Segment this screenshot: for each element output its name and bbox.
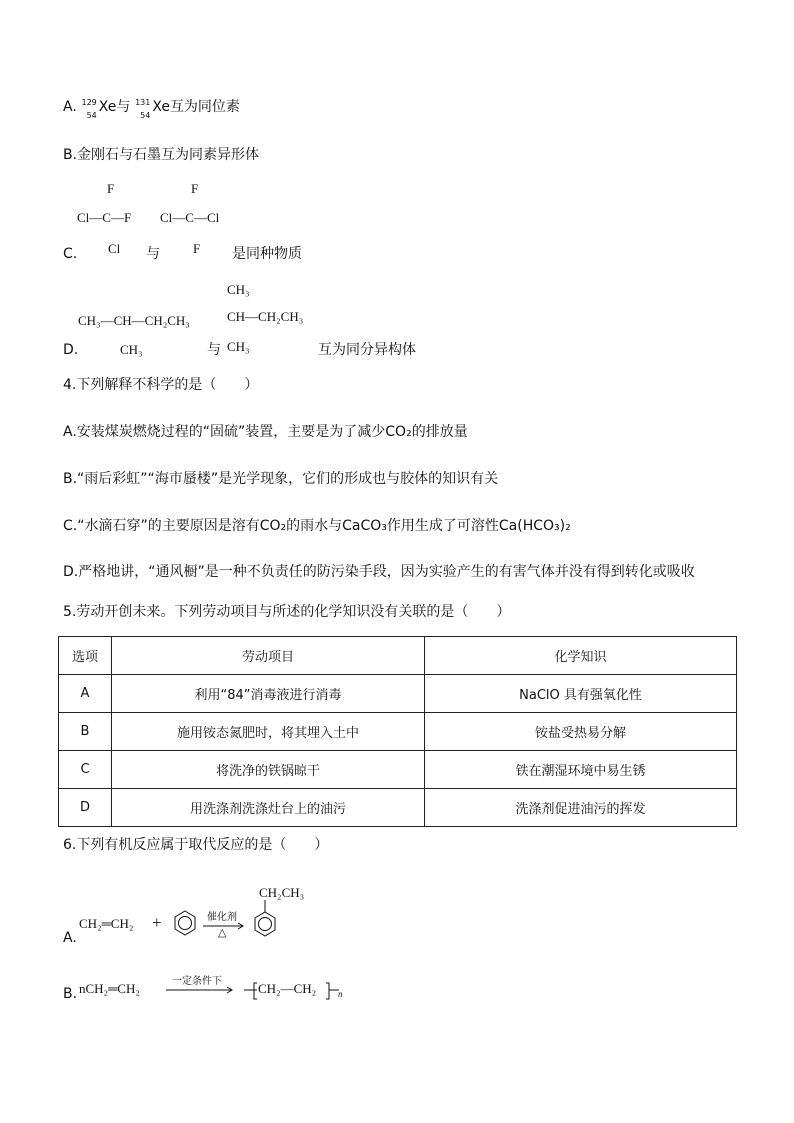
q5-stem: 5.劳动开创未来。下列劳动项目与所述的化学知识没有关联的是（ ） xyxy=(63,604,511,620)
mol1-bottom-atom: Cl xyxy=(108,241,121,256)
option-label: C. xyxy=(63,246,78,262)
header-cell: 劳动项目 xyxy=(112,637,425,675)
ethylbenzene-ring-icon xyxy=(250,900,280,940)
mol1-top-atom: F xyxy=(107,181,115,196)
table-cell: 用洗涤剂洗涤灶台上的油污 xyxy=(112,789,425,827)
table-cell: 施用铵态氮肥时，将其埋入土中 xyxy=(112,713,425,751)
ethyl-substituent: CH₂CH₃ xyxy=(259,885,305,900)
table-cell: NaClO 具有强氧化性 xyxy=(425,675,737,713)
table-header-row xyxy=(59,637,737,675)
mol2-bottom-atom: F xyxy=(193,241,201,256)
element-symbol: Xe xyxy=(152,99,170,115)
table-cell: 铁在潮湿环境中易生锈 xyxy=(425,751,737,789)
q4-option-a: A.安装煤炭燃烧过程的“固硫”装置，主要是为了减少CO₂的排放量 xyxy=(63,424,468,440)
atomic-number: 54 xyxy=(140,111,151,120)
plus-sign: + xyxy=(152,913,162,932)
table-cell: 将洗净的铁锅晾干 xyxy=(112,751,425,789)
q4-option-d: D.严格地讲，“通风橱”是一种不负责任的防污染手段，因为实验产生的有害气体并没有得到转化或吸收 xyxy=(63,564,695,580)
option-label: D. xyxy=(63,342,79,358)
q6-option-b-label: B. xyxy=(63,986,78,1002)
catalyst-label: 催化剂 xyxy=(207,912,237,923)
element-symbol: Xe xyxy=(98,99,117,115)
table-row xyxy=(59,675,737,713)
option-text: 互为同分异构体 xyxy=(318,342,416,358)
mol4-bottom-branch: CH₃ xyxy=(227,339,250,354)
option-text: 互为同位素 xyxy=(169,99,240,115)
q4-option-c: C.“水滴石穿”的主要原因是溶有CO₂的雨水与CaCO₃作用生成了可溶性Ca(HCO₃)₂ xyxy=(63,518,571,534)
atomic-number: 54 xyxy=(86,111,97,120)
mol3-branch: CH₃ xyxy=(120,342,143,357)
q3-option-b: B.金刚石与石墨互为同素异形体 xyxy=(63,147,260,163)
option-label: A. xyxy=(63,99,77,115)
q4-stem: 4.下列解释不科学的是（ ） xyxy=(63,377,259,393)
q3-option-a xyxy=(63,98,240,120)
ethylene-formula: CH₂═CH₂ xyxy=(79,916,134,931)
header-cell: 选项 xyxy=(59,637,112,675)
polyethylene-repeat-unit: CH₂—CH₂ xyxy=(258,981,317,996)
q3-option-d xyxy=(63,341,78,359)
table-row xyxy=(59,789,737,827)
heat-condition: △ xyxy=(218,927,227,939)
option-text: 是同种物质 xyxy=(232,246,302,262)
header-cell: 化学知识 xyxy=(425,637,737,675)
mol1-main-chain: Cl—C—F xyxy=(77,210,132,225)
table-row xyxy=(59,713,737,751)
reaction-arrow-icon xyxy=(166,986,236,994)
mol2-top-atom: F xyxy=(191,181,199,196)
connector-text: 与 xyxy=(146,246,160,262)
benzene-ring-icon xyxy=(170,908,200,938)
table-cell: A xyxy=(59,675,112,713)
table-cell: B xyxy=(59,713,112,751)
mol4-top-branch: CH₃ xyxy=(227,282,250,297)
q6-stem: 6.下列有机反应属于取代反应的是（ ） xyxy=(63,837,329,853)
mol2-main-chain: Cl—C—Cl xyxy=(160,210,220,225)
connector-text: 与 xyxy=(116,99,131,115)
mass-number: 131 xyxy=(135,98,151,107)
mass-number: 129 xyxy=(81,98,97,107)
isotope-xe-129 xyxy=(77,98,99,120)
mol4-main-chain: CH—CH₂CH₃ xyxy=(227,309,304,324)
mol3-main-chain: CH₃—CH—CH₂CH₃ xyxy=(78,313,190,328)
condition-label: 一定条件下 xyxy=(172,976,222,987)
table-cell: 洗涤剂促进油污的挥发 xyxy=(425,789,737,827)
q4-option-b: B.“雨后彩虹”“海市蜃楼”是光学现象，它们的形成也与胶体的知识有关 xyxy=(63,471,499,487)
q3-option-c xyxy=(63,245,77,263)
q5-table xyxy=(58,636,737,827)
q6-option-a-label: A. xyxy=(63,930,77,946)
isotope-xe-131 xyxy=(130,98,152,120)
table-cell: 铵盐受热易分解 xyxy=(425,713,737,751)
polymer-bracket-left-icon xyxy=(244,981,258,1001)
ethylene-monomer: nCH₂═CH₂ xyxy=(79,981,140,996)
table-cell: C xyxy=(59,751,112,789)
table-cell: D xyxy=(59,789,112,827)
degree-of-polymerization: n xyxy=(338,989,343,999)
table-cell: 利用“84”消毒液进行消毒 xyxy=(112,675,425,713)
table-row xyxy=(59,751,737,789)
connector-text: 与 xyxy=(207,342,221,358)
